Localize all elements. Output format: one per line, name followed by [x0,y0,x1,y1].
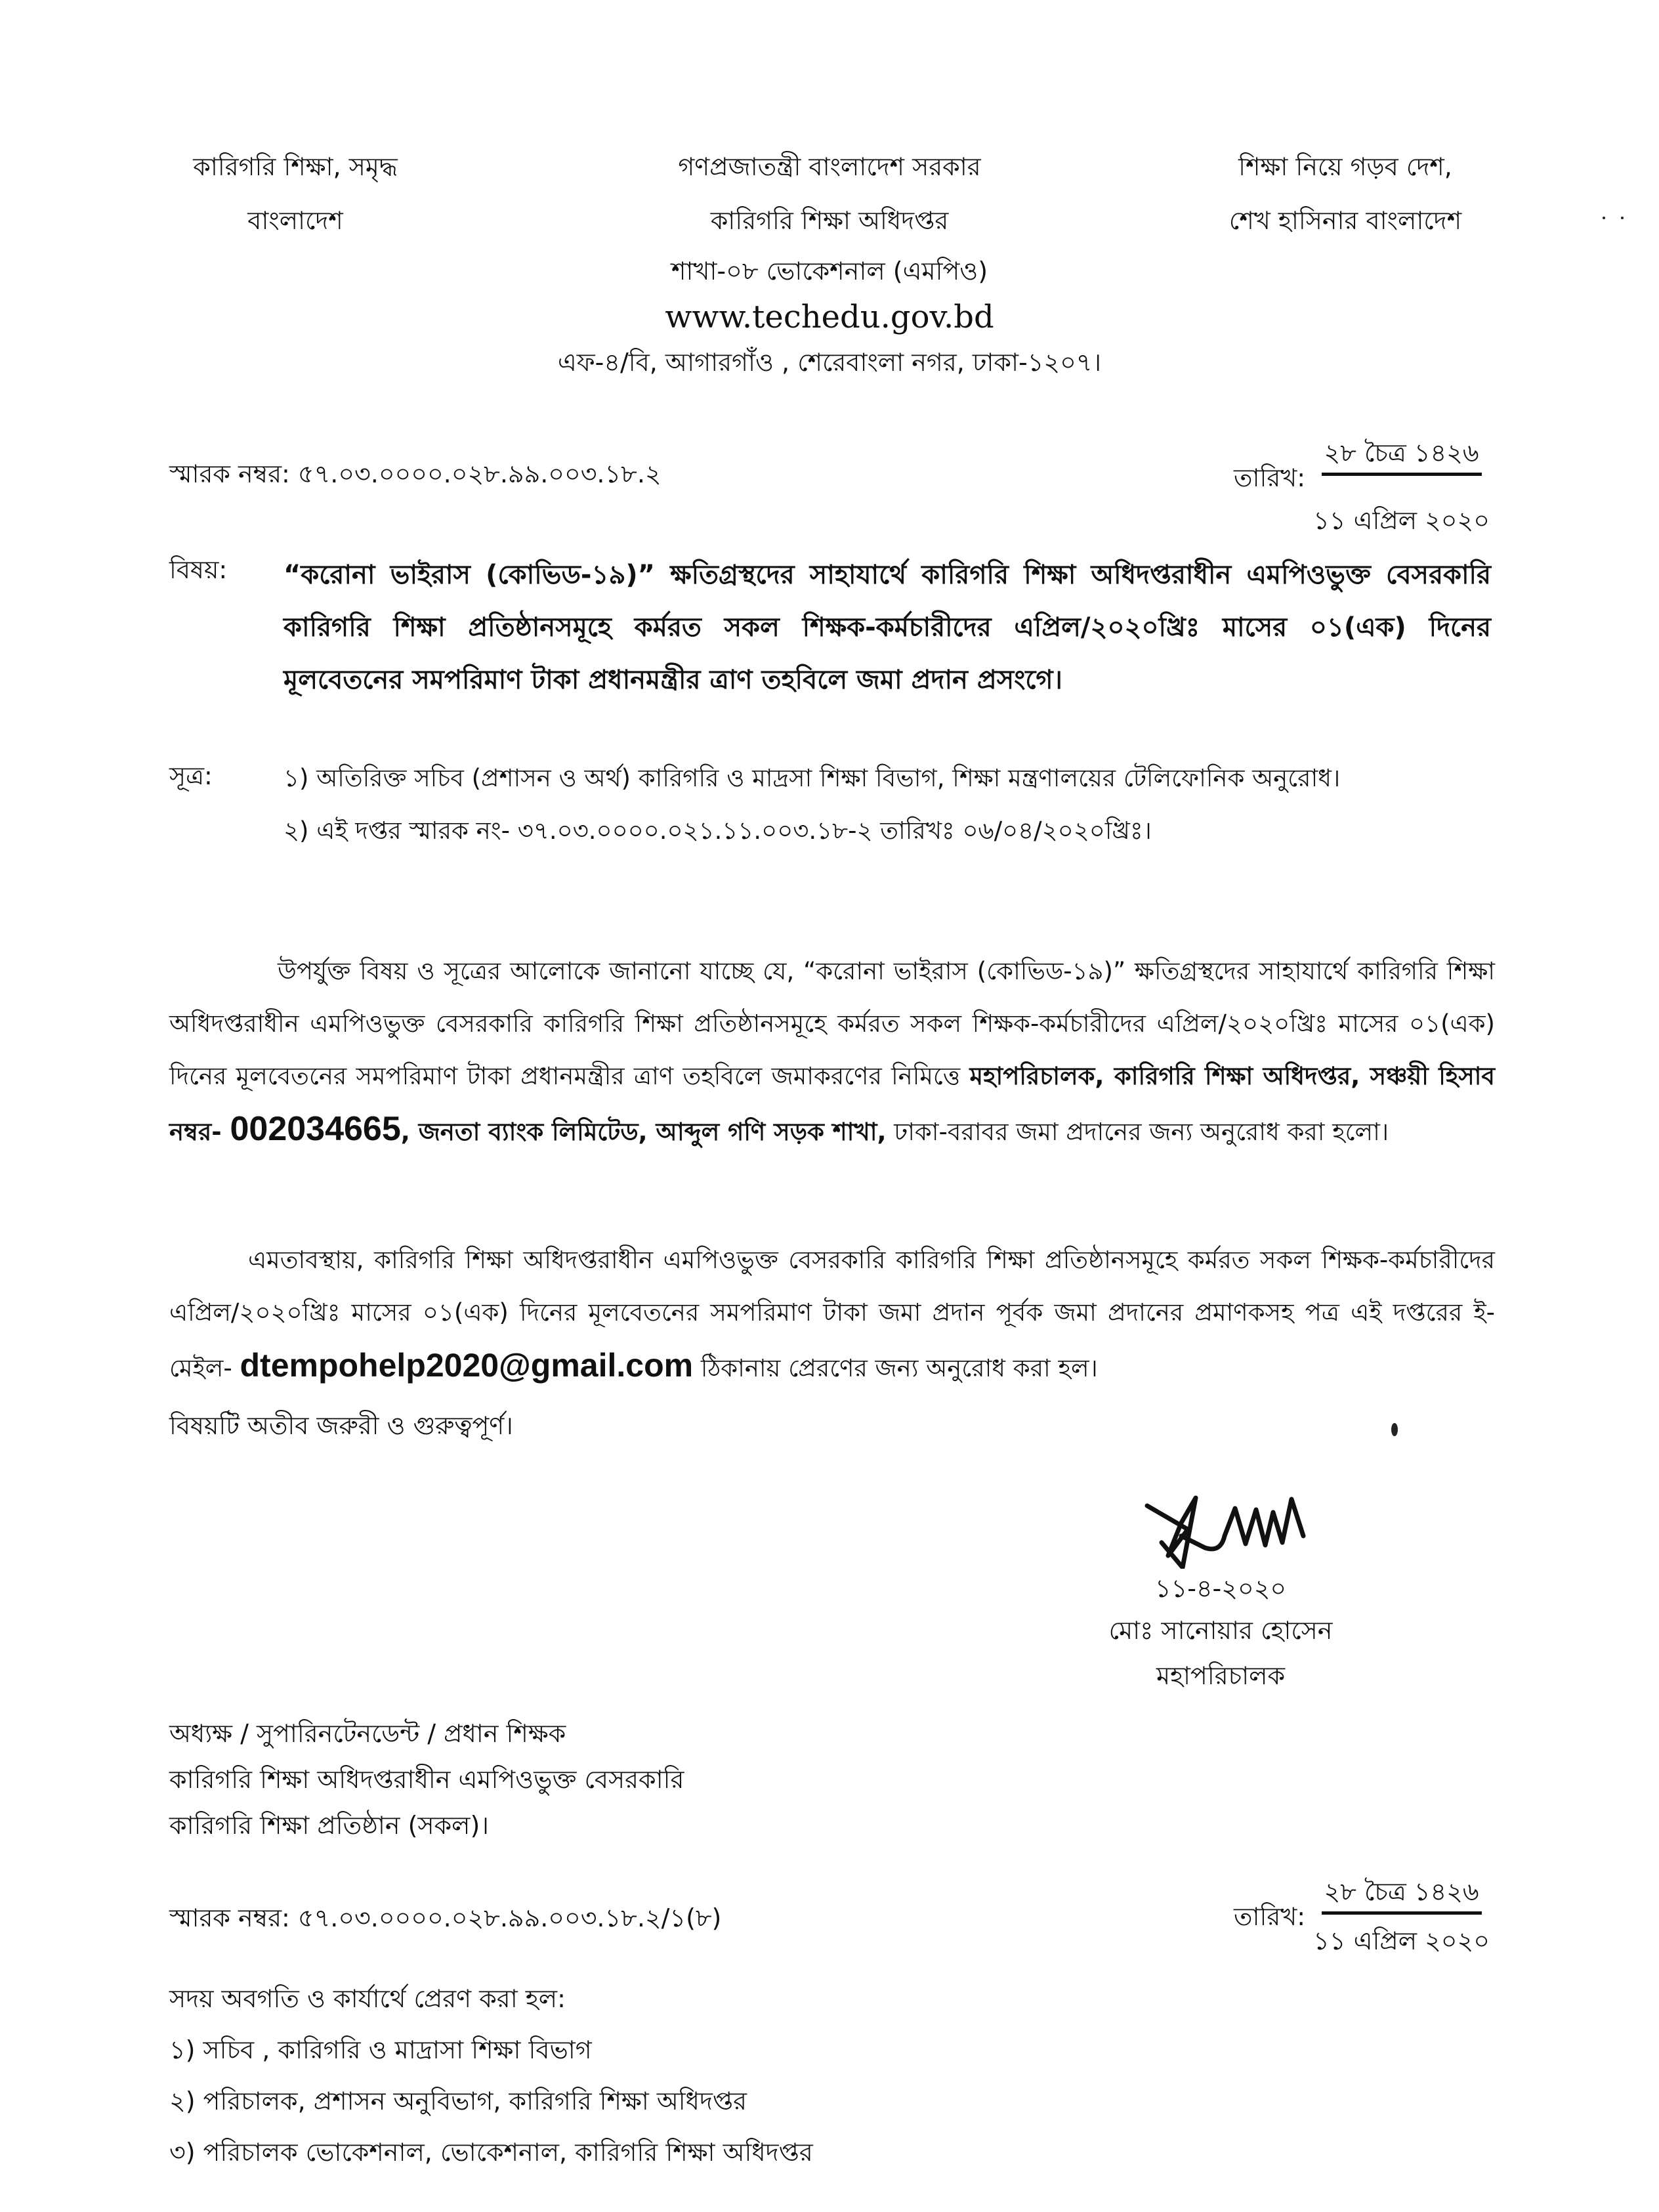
recipient-line-3: কারিগরি শিক্ষা প্রতিষ্ঠান (সকল)। [169,1811,489,1840]
paragraph-1-end: ঢাকা-বরাবর জমা প্রদানের জন্য অনুরোধ করা হলো। [886,1118,1389,1146]
memo-label: স্মারক নম্বর: [169,459,290,488]
copy-item-1: ১) সচিব , কারিগরি ও মাদ্রাসা শিক্ষা বিভাগ [169,2035,592,2064]
reference-label: সূত্র: [169,761,213,790]
memo-date [1234,438,1490,536]
copy-list [169,1973,813,2178]
signature-image [1142,1490,1352,1569]
account-number: 002034665 [230,1110,401,1148]
subject-text: “করোনা ভাইরাস (কোভিড-১৯)” ক্ষতিগ্রস্থদের সাহাযার্থে কারিগরি শিক্ষা অধিদপ্তরাধীন এমপিওভুক্ত বেসরকারি কারিগরি শিক্ষা প্রতিষ্ঠানসমূহে কর্মরত সকল শিক্ষক-কর্মচারীদের এপ্রিল/২০২০খ্রিঃ মাসের ০১(এক) দিনের মূলবেতনের সমপরিমাণ টাকা প্রধানমন্ত্রীর ত্রাণ তহবিলে জমা প্রদান প্রসংগে। [284,560,1491,695]
date-english: ১১ এপ্রিল ২০২০ [1313,505,1490,535]
left-slogan [151,152,440,236]
memo-value: ৫৭.০৩.০০০০.০২৮.৯৯.০০৩.১৮.২ [297,459,662,488]
memo2-date [1234,1877,1490,1956]
department-name: কারিগরি শিক্ষা অধিদপ্তর [710,205,949,235]
left-slogan-line-1: কারিগরি শিক্ষা, সমৃদ্ধ [193,152,398,181]
website-link[interactable]: www.techedu.gov.bd [665,298,994,335]
closing-note: বিষয়টি অতীব জরুরী ও গুরুত্বপূর্ণ। [169,1411,513,1440]
reference-item-1: ১) অতিরিক্ত সচিব (প্রশাসন ও অর্থ) কারিগরি ও মাদ্রসা শিক্ষা বিভাগ, শিক্ষা মন্ত্রণালয়ের টেলিফোনিক অনুরোধ। [284,764,1341,792]
memo2-value: ৫৭.০৩.০০০০.০২৮.৯৯.০০৩.১৮.২/১(৮) [297,1904,722,1932]
memo2-date-label: তারিখ: [1234,1902,1306,1931]
recipient-block [169,1711,684,1848]
body-paragraph-2 [169,1234,1495,1395]
scan-speck [1621,217,1624,219]
branch-name: শাখা-০৮ ভোকেশনাল (এমপিও) [671,257,988,286]
bank-name: , জনতা ব্যাংক লিমিটেড, আব্দুল গণি সড়ক শাখা, [400,1118,887,1146]
payee-text: মহাপরিচালক, কারিগরি শিক্ষা অধিদপ্তর, সঞ্চয়ী হিসাব নম্বর- [169,1062,1495,1146]
paragraph-1-text: উপর্যুক্ত বিষয় ও সূত্রের আলোকে জানানো যাচ্ছে যে, “করোনা ভাইরাস (কোভিড-১৯)” ক্ষতিগ্রস্থদের সাহাযার্থে কারিগরি শিক্ষা অধিদপ্তরাধীন এমপিওভুক্ত বেসরকারি কারিগরি শিক্ষা প্রতিষ্ঠানসমূহে কর্মরত সকল শিক্ষক-কর্মচারীদের এপ্রিল/২০২০খ্রিঃ মাসের ০১(এক) দিনের মূলবেতনের সমপরিমাণ টাকা প্রধানমন্ত্রীর ত্রাণ তহবিলে জমাকরণের নিমিত্তে [169,957,1495,1090]
right-slogan-line-1: শিক্ষা নিয়ে গড়ব দেশ, [1238,152,1452,181]
copy-intro: সদয় অবগতি ও কার্যার্থে প্রেরণ করা হল: [169,1984,566,2013]
body-paragraph-1 [169,945,1495,1159]
signature-block [1070,1574,1372,1691]
subject-label: বিষয়: [169,555,228,584]
memo2-number [169,1904,721,1934]
recipient-line-2: কারিগরি শিক্ষা অধিদপ্তরাধীন এমপিওভুক্ত বেসরকারি [169,1765,684,1794]
copy-item-2: ২) পরিচালক, প্রশাসন অনুবিভাগ, কারিগরি শিক্ষা অধিদপ্তর [169,2087,747,2116]
memo2-date-bangla: ২৮ চৈত্র ১৪২৬ [1322,1877,1482,1915]
email-link[interactable]: dtempohelp2020@gmail.com [240,1347,694,1384]
recipient-line-1: অধ্যক্ষ / সুপারিনটেনডেন্ট / প্রধান শিক্ষক [169,1719,566,1748]
memo2-date-block [1313,1877,1490,1956]
right-slogan [1194,152,1496,236]
government-name: গণপ্রজাতন্ত্রী বাংলাদেশ সরকার [678,152,981,181]
paragraph-2-text: এমতাবস্থায়, কারিগরি শিক্ষা অধিদপ্তরাধীন এমপিওভুক্ত বেসরকারি কারিগরি শিক্ষা প্রতিষ্ঠানসমূহে কর্মরত সকল শিক্ষক-কর্মচারীদের এপ্রিল/২০২০খ্রিঃ মাসের ০১(এক) দিনের মূলবেতনের সমপরিমাণ টাকা জমা প্রদান পূর্বক জমা প্রদানের প্রমাণকসহ পত্র এই দপ্তরের ই-মেইল- [169,1246,1495,1382]
copy-item-3: ৩) পরিচালক ভোকেশনাল, ভোকেশনাল, কারিগরি শিক্ষা অধিদপ্তর [169,2138,813,2167]
date-bangla: ২৮ চৈত্র ১৪২৬ [1322,438,1482,476]
date-label: তারিখ: [1234,463,1306,492]
reference-item-2: ২) এই দপ্তর স্মারক নং- ৩৭.০৩.০০০০.০২১.১১.০০৩.১৮-২ তারিখঃ ০৬/০৪/২০২০খ্রিঃ। [284,817,1152,845]
date-block [1313,438,1490,536]
memo2-date-english: ১১ এপ্রিল ২০২০ [1313,1926,1490,1955]
signatory-designation: মহাপরিচালক [1156,1661,1286,1691]
left-slogan-line-2: বাংলাদেশ [247,205,343,235]
letterhead [501,152,1158,378]
signature-scribble [1142,1490,1352,1569]
reference-list [284,752,1412,857]
scan-speck [1391,1423,1398,1436]
office-address: এফ-৪/বি, আগারগাঁও , শেরেবাংলা নগর, ঢাকা-১২০৭। [557,348,1102,377]
memo2-label: স্মারক নম্বর: [169,1904,290,1932]
memo-number [169,459,662,490]
paragraph-2-end: ঠিকানায় প্রেরণের জন্য অনুরোধ করা হল। [693,1354,1098,1382]
signatory-name: মোঃ সানোয়ার হোসেন [1108,1615,1333,1645]
scan-speck [1603,217,1605,219]
right-slogan-line-2: শেখ হাসিনার বাংলাদেশ [1228,205,1462,235]
signature-date: ১১-৪-২০২০ [1154,1574,1287,1603]
